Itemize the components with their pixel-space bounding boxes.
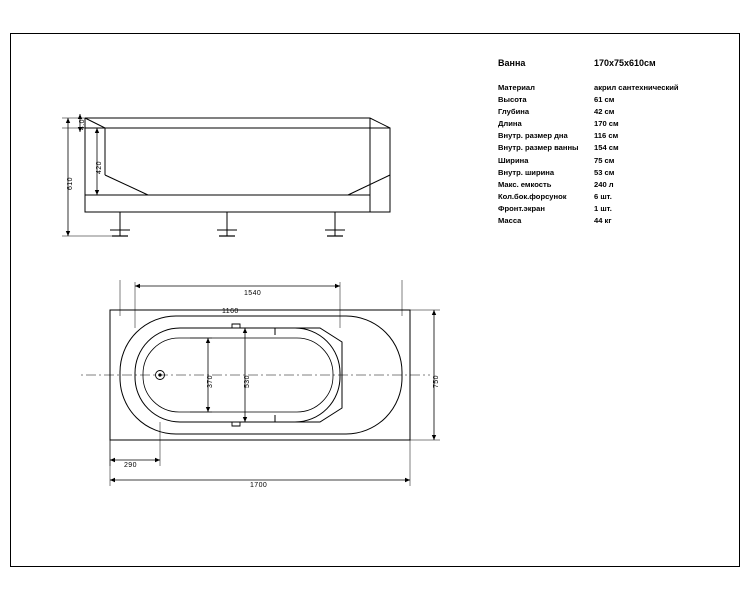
top-plan-view xyxy=(80,280,470,510)
plan-dim-left-offset: 290 xyxy=(124,462,137,469)
spec-label: Глубина xyxy=(498,107,530,117)
plan-dim-total-length: 1700 xyxy=(250,482,268,489)
spec-label: Фронт.экран xyxy=(498,203,545,213)
spec-label: Материал xyxy=(498,83,535,92)
spec-value: 6 шт. xyxy=(594,191,612,201)
spec-title-row xyxy=(498,58,703,68)
spec-value: 42 см xyxy=(594,107,615,117)
spec-label: Внутр. размер дна xyxy=(498,131,568,141)
spec-row xyxy=(498,118,703,130)
spec-label: Ширина xyxy=(498,155,529,165)
spec-label: Высота xyxy=(498,95,527,105)
specification-table xyxy=(498,58,703,227)
spec-row xyxy=(498,106,703,118)
spec-label: Длина xyxy=(498,119,522,129)
spec-row xyxy=(498,130,703,142)
plan-dim-inner-width-upper: 530 xyxy=(244,375,251,388)
spec-row xyxy=(498,215,703,227)
elevation-dim-height-total: 610 xyxy=(67,177,74,190)
spec-value: 154 см xyxy=(594,143,619,153)
plan-dim-total-width: 750 xyxy=(433,375,440,388)
plan-dim-inner-bottom-length: 1160 xyxy=(222,308,239,315)
elevation-dim-rim-thickness: 4.0 xyxy=(79,119,86,130)
spec-value: 44 кг xyxy=(594,216,612,226)
spec-value: 1 шт. xyxy=(594,203,612,213)
spec-row xyxy=(498,167,703,179)
bathtub-plan-outline xyxy=(80,280,470,510)
spec-value: 75 см xyxy=(594,155,615,165)
spec-value: 170 см xyxy=(594,119,619,129)
product-title: Ванна xyxy=(498,58,526,68)
spec-row xyxy=(498,191,703,203)
front-elevation-view xyxy=(60,100,420,260)
plan-dim-inner-length-upper: 1540 xyxy=(244,290,262,297)
spec-value: 116 см xyxy=(594,131,619,141)
bathtub-elevation-outline xyxy=(60,100,420,260)
spec-value: акрил сантехнический xyxy=(594,83,679,92)
spec-row xyxy=(498,94,703,106)
spec-label: Кол.бок.форсунок xyxy=(498,191,567,201)
spec-label: Макс. емкость xyxy=(498,179,552,189)
spec-value: 240 л xyxy=(594,179,614,189)
spec-row xyxy=(498,82,703,94)
spec-label: Внутр. ширина xyxy=(498,167,555,177)
spec-row xyxy=(498,203,703,215)
spec-row xyxy=(498,155,703,167)
spec-value: 61 см xyxy=(594,95,615,105)
spec-row xyxy=(498,142,703,154)
plan-dim-inner-bottom-width: 370 xyxy=(207,375,214,388)
spec-label: Масса xyxy=(498,216,522,226)
product-size: 170x75x610см xyxy=(594,58,656,68)
spec-value: 53 см xyxy=(594,167,615,177)
spec-label: Внутр. размер ванны xyxy=(498,143,579,153)
spec-row xyxy=(498,179,703,191)
elevation-dim-depth-inner: 420 xyxy=(96,161,103,174)
